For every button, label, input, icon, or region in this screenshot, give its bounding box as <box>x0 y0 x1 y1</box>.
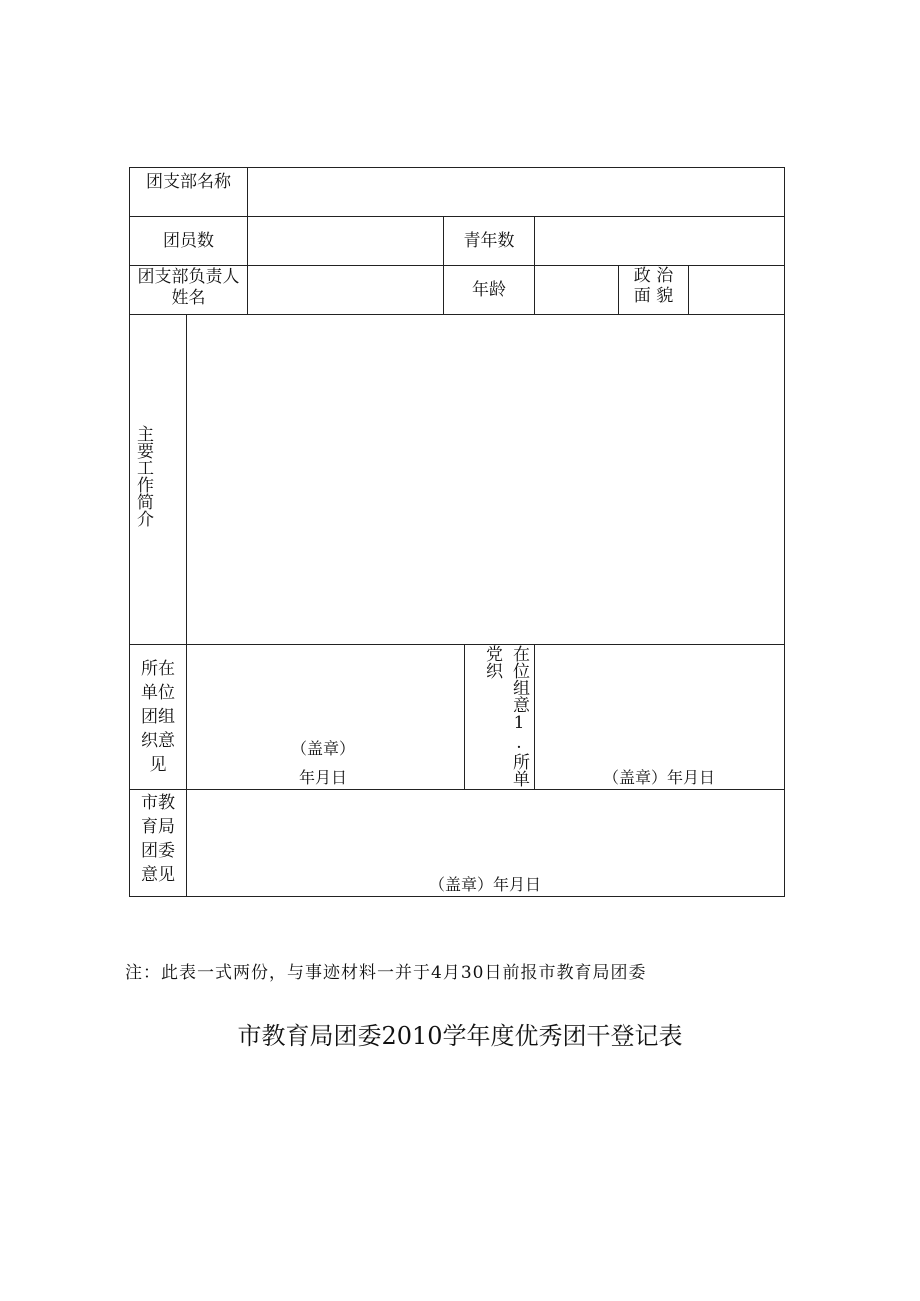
work-summary-label-cell <box>130 315 187 645</box>
political-label-line2: 面 貌 <box>633 286 674 306</box>
branch-name-label: 团支部名称 <box>146 172 231 192</box>
work-summary-value-cell[interactable] <box>187 315 784 645</box>
youth-count-label: 青年数 <box>463 231 515 251</box>
unit-opinion-line-1: 所在 <box>141 659 175 679</box>
unit-stamp: （盖章） <box>291 739 356 758</box>
member-count-label-cell <box>130 217 248 266</box>
leader-name-label-cell <box>130 266 248 315</box>
party-label-col2: 在位组意1.所单 <box>509 645 529 787</box>
leader-label-line1: 团支部负责人 <box>137 267 240 287</box>
political-status-label-cell <box>619 266 689 315</box>
party-org-opinion-value-cell[interactable] <box>535 645 784 790</box>
youth-count-label-cell <box>444 217 535 266</box>
member-count-value-cell[interactable] <box>248 217 444 266</box>
youth-count-value-cell[interactable] <box>535 217 784 266</box>
unit-date: 年月日 <box>299 768 348 787</box>
bureau-opinion-value-cell[interactable] <box>187 790 784 896</box>
age-label: 年龄 <box>472 280 506 300</box>
unit-opinion-line-2: 单位 <box>141 683 175 703</box>
branch-name-value-cell[interactable] <box>248 168 784 217</box>
political-label-line1: 政 治 <box>633 266 674 286</box>
unit-opinion-line-3: 团组 <box>141 707 175 727</box>
party-org-opinion-label-cell <box>465 645 535 790</box>
party-label-col1: 党织 <box>482 645 502 679</box>
bureau-opinion-line-1: 市教 <box>141 793 175 813</box>
bureau-stamp-date: （盖章）年月日 <box>429 875 542 894</box>
bureau-opinion-line-3: 团委 <box>141 841 175 861</box>
unit-opinion-line-5: 见 <box>149 755 167 775</box>
party-stamp-date: （盖章）年月日 <box>603 768 716 787</box>
bureau-opinion-label-cell <box>130 790 187 896</box>
branch-name-label-cell <box>130 168 248 217</box>
age-label-cell <box>444 266 535 315</box>
bureau-opinion-line-2: 育局 <box>141 817 175 837</box>
unit-league-opinion-value-cell[interactable] <box>187 645 465 790</box>
submission-note: 注：此表一式两份，与事迹材料一并于4月30日前报市教育局团委 <box>125 963 647 983</box>
political-status-value-cell[interactable] <box>689 266 784 315</box>
age-value-cell[interactable] <box>535 266 619 315</box>
work-summary-label: 主要工作简介 <box>133 425 153 527</box>
member-count-label: 团员数 <box>163 231 214 251</box>
document-title: 市教育局团委2010学年度优秀团干登记表 <box>237 1022 683 1050</box>
bureau-opinion-line-4: 意见 <box>141 865 175 885</box>
leader-name-value-cell[interactable] <box>248 266 444 315</box>
registration-form-table <box>129 167 785 897</box>
unit-opinion-line-4: 织意 <box>141 731 175 751</box>
leader-label-line2: 姓名 <box>171 288 206 308</box>
unit-league-opinion-label-cell <box>130 645 187 790</box>
